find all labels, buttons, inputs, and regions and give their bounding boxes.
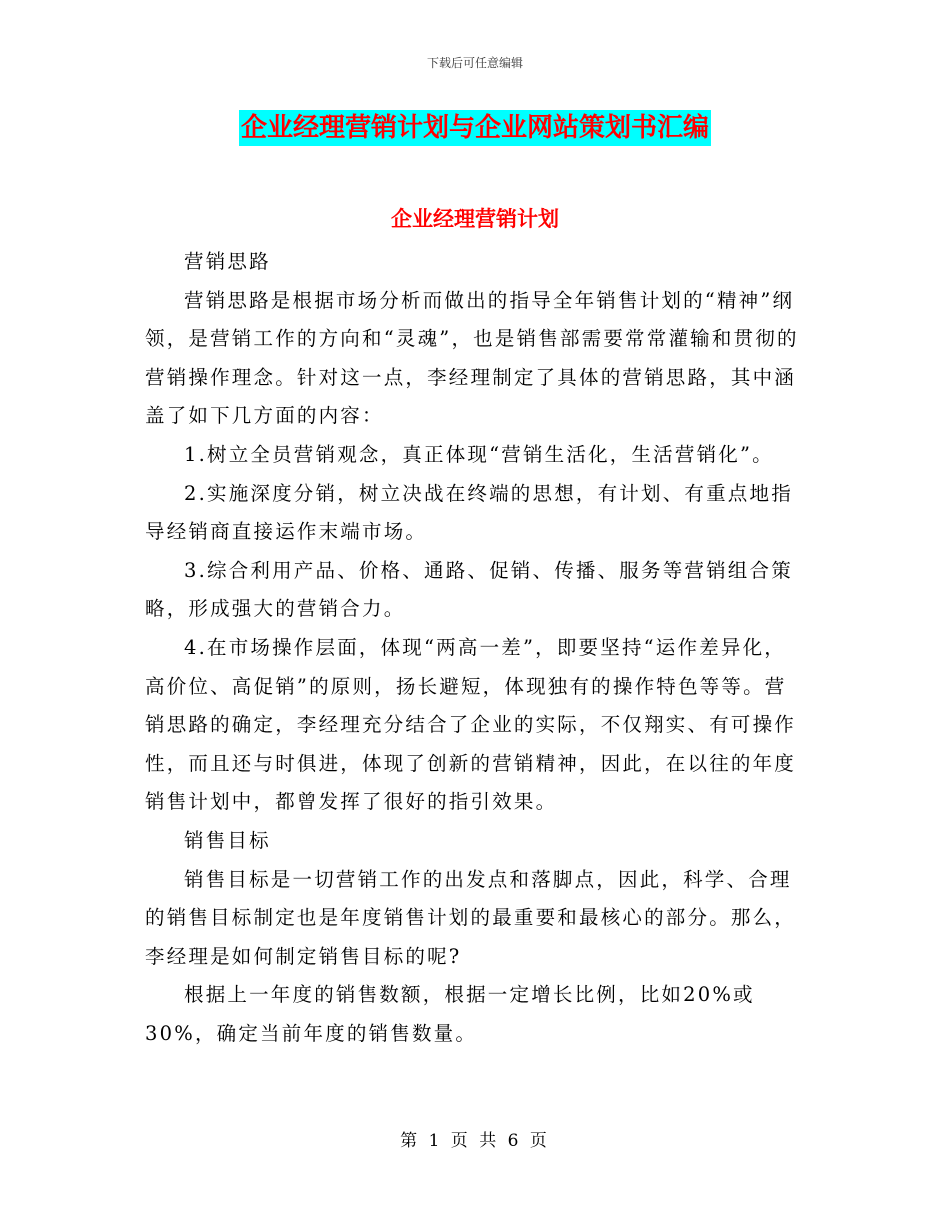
paragraph-sales-target: 销售目标是一切营销工作的出发点和落脚点，因此，科学、合理的销售目标制定也是年度销售计划的最重要和最核心的部分。那么，李经理是如何制定销售目标的呢?: [145, 867, 797, 968]
header-note: 下载后可任意编辑: [426, 56, 523, 70]
document-title-text: 企业经理营销计划与企业网站策划书汇编: [239, 110, 711, 146]
list-item-2: 2.实施深度分销，树立决战在终端的思想，有计划、有重点地指导经销商直接运作末端市场。: [145, 481, 793, 544]
list-item-4: 4.在市场操作层面，体现“两高一差”，即要坚持“运作差异化，高价位、高促销”的原则，扬长避短，体现独有的操作特色等等。营销思路的确定，李经理充分结合了企业的实际，不仅翔实、有可操作性，而且还与时俱进，体现了创新的营销精神，因此，在以往的年度销售计划中，都曾发挥了很好的指引效果。: [145, 635, 797, 814]
document-title: [0, 110, 950, 146]
page-footer: 第 1 页 共 6 页: [400, 1131, 550, 1151]
body-text: [145, 243, 805, 1053]
paragraph-sales-quantity: 根据上一年度的销售数额，根据一定增长比例，比如20%或30%，确定当前年度的销售数量。: [145, 983, 755, 1045]
heading-marketing-ideas: 营销思路: [184, 250, 271, 273]
heading-sales-target: 销售目标: [184, 828, 271, 852]
list-item-1: 1.树立全员营销观念，真正体现“营销生活化，生活营销化”。: [184, 442, 774, 466]
section-title: 企业经理营销计划: [391, 206, 559, 231]
list-item-3: 3.综合利用产品、价格、通路、促销、传播、服务等营销组合策略，形成强大的营销合力。: [145, 558, 793, 621]
paragraph-marketing-ideas: 营销思路是根据市场分析而做出的指导全年销售计划的“精神”纲领，是营销工作的方向和“灵魂”，也是销售部需要常常灌输和贯彻的营销操作理念。针对这一点，李经理制定了具体的营销思路，其中涵盖了如下几方面的内容：: [145, 288, 799, 428]
